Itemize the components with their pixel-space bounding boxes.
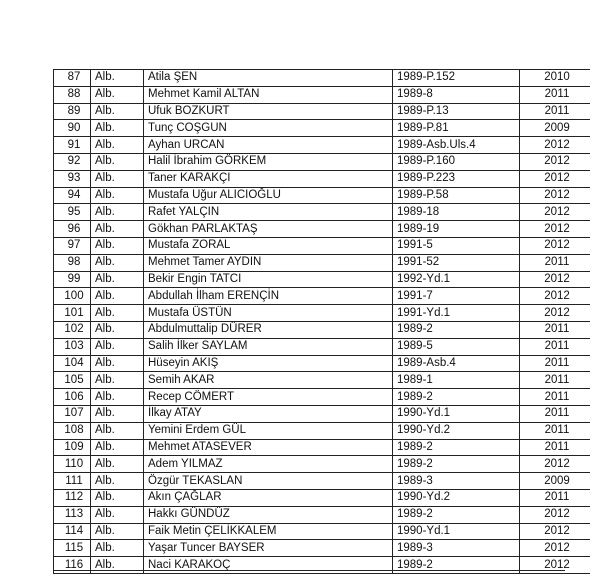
year-cell: 2012 <box>520 288 590 305</box>
year-cell: 2011 <box>520 422 590 439</box>
rank-cell: Alb. <box>91 557 144 574</box>
table-row <box>54 103 590 120</box>
row-number-cell: 116 <box>54 557 91 574</box>
full-name-cell: Abdulmuttalip DÜRER <box>144 321 393 338</box>
table-row <box>54 305 590 322</box>
year-cell: 2012 <box>520 523 590 540</box>
rank-cell: Alb. <box>91 389 144 406</box>
table-row <box>54 120 590 137</box>
full-name-cell: Akın ÇAĞLAR <box>144 489 393 506</box>
table-row <box>54 153 590 170</box>
table-row <box>54 540 590 557</box>
rank-cell: Alb. <box>91 473 144 490</box>
full-name-cell: Mehmet Tamer AYDIN <box>144 254 393 271</box>
row-number-cell: 92 <box>54 153 91 170</box>
year-cell: 2009 <box>520 120 590 137</box>
class-code-cell: 1989-18 <box>393 204 520 221</box>
class-code-cell: 1989-8 <box>393 86 520 103</box>
table-row <box>54 473 590 490</box>
year-cell: 2012 <box>520 271 590 288</box>
full-name-cell: Mehmet ATASEVER <box>144 439 393 456</box>
rank-cell: Alb. <box>91 204 144 221</box>
year-cell: 2011 <box>520 372 590 389</box>
rank-cell: Alb. <box>91 540 144 557</box>
rank-cell: Alb. <box>91 187 144 204</box>
year-cell: 2012 <box>520 153 590 170</box>
year-cell: 2012 <box>520 540 590 557</box>
full-name-cell: Tunç COŞGUN <box>144 120 393 137</box>
row-number-cell: 112 <box>54 489 91 506</box>
full-name-cell: Halil İbrahim GÖRKEM <box>144 153 393 170</box>
row-number-cell: 102 <box>54 321 91 338</box>
full-name-cell: Rafet YALÇIN <box>144 204 393 221</box>
table-row <box>54 288 590 305</box>
class-code-cell: 1989-2 <box>393 439 520 456</box>
year-cell: 2012 <box>520 305 590 322</box>
class-code-cell: 1989-P.152 <box>393 70 520 87</box>
full-name-cell: Hakkı GÜNDÜZ <box>144 506 393 523</box>
row-number-cell: 108 <box>54 422 91 439</box>
table-row <box>54 389 590 406</box>
table-row <box>54 271 590 288</box>
row-number-cell: 109 <box>54 439 91 456</box>
table-row <box>54 355 590 372</box>
table-row <box>54 439 590 456</box>
full-name-cell: Mustafa ZORAL <box>144 237 393 254</box>
row-number-cell: 89 <box>54 103 91 120</box>
full-name-cell: Bekir Engin TATCI <box>144 271 393 288</box>
rank-cell: Alb. <box>91 254 144 271</box>
rank-cell: Alb. <box>91 439 144 456</box>
class-code-cell: 1992-Yd.1 <box>393 271 520 288</box>
personnel-table <box>53 69 590 574</box>
class-code-cell: 1989-3 <box>393 540 520 557</box>
class-code-cell: 1991-52 <box>393 254 520 271</box>
rank-cell: Alb. <box>91 355 144 372</box>
year-cell: 2012 <box>520 506 590 523</box>
year-cell: 2011 <box>520 355 590 372</box>
table-row <box>54 456 590 473</box>
row-number-cell: 103 <box>54 338 91 355</box>
class-code-cell: 1989-P.58 <box>393 187 520 204</box>
class-code-cell: 1989-P.160 <box>393 153 520 170</box>
row-number-cell: 96 <box>54 221 91 238</box>
personnel-table-body <box>54 70 590 574</box>
class-code-cell: 1989-2 <box>393 321 520 338</box>
full-name-cell: Salih İlker SAYLAM <box>144 338 393 355</box>
full-name-cell: Ayhan URCAN <box>144 137 393 154</box>
row-number-cell: 105 <box>54 372 91 389</box>
row-number-cell: 99 <box>54 271 91 288</box>
year-cell: 2012 <box>520 456 590 473</box>
year-cell: 2012 <box>520 187 590 204</box>
row-number-cell: 91 <box>54 137 91 154</box>
class-code-cell: 1989-3 <box>393 473 520 490</box>
rank-cell: Alb. <box>91 103 144 120</box>
year-cell: 2012 <box>520 557 590 574</box>
rank-cell: Alb. <box>91 372 144 389</box>
row-number-cell: 95 <box>54 204 91 221</box>
rank-cell: Alb. <box>91 489 144 506</box>
row-number-cell: 114 <box>54 523 91 540</box>
class-code-cell: 1990-Yd.1 <box>393 523 520 540</box>
row-number-cell: 115 <box>54 540 91 557</box>
class-code-cell: 1991-7 <box>393 288 520 305</box>
full-name-cell: Hüseyin AKIŞ <box>144 355 393 372</box>
full-name-cell: Mehmet Kamil ALTAN <box>144 86 393 103</box>
table-row <box>54 170 590 187</box>
table-row <box>54 405 590 422</box>
year-cell: 2011 <box>520 338 590 355</box>
rank-cell: Alb. <box>91 237 144 254</box>
rank-cell: Alb. <box>91 120 144 137</box>
full-name-cell: Naci KARAKOÇ <box>144 557 393 574</box>
year-cell: 2012 <box>520 221 590 238</box>
row-number-cell: 107 <box>54 405 91 422</box>
row-number-cell: 97 <box>54 237 91 254</box>
full-name-cell: Taner KARAKÇI <box>144 170 393 187</box>
rank-cell: Alb. <box>91 288 144 305</box>
row-number-cell: 88 <box>54 86 91 103</box>
rank-cell: Alb. <box>91 86 144 103</box>
class-code-cell: 1989-1 <box>393 372 520 389</box>
row-number-cell: 90 <box>54 120 91 137</box>
class-code-cell: 1989-Asb.Uls.4 <box>393 137 520 154</box>
year-cell: 2011 <box>520 489 590 506</box>
class-code-cell: 1989-2 <box>393 389 520 406</box>
class-code-cell: 1990-Yd.1 <box>393 405 520 422</box>
row-number-cell: 111 <box>54 473 91 490</box>
table-row <box>54 187 590 204</box>
full-name-cell: Faik Metin ÇELİKKALEM <box>144 523 393 540</box>
class-code-cell: 1989-2 <box>393 456 520 473</box>
document-page <box>53 69 565 574</box>
row-number-cell: 106 <box>54 389 91 406</box>
rank-cell: Alb. <box>91 271 144 288</box>
full-name-cell: Yaşar Tuncer BAYSER <box>144 540 393 557</box>
rank-cell: Alb. <box>91 221 144 238</box>
table-row <box>54 137 590 154</box>
class-code-cell: 1989-P.223 <box>393 170 520 187</box>
full-name-cell: Abdullah İlham ERENÇİN <box>144 288 393 305</box>
table-row <box>54 237 590 254</box>
class-code-cell: 1989-2 <box>393 506 520 523</box>
table-row <box>54 86 590 103</box>
row-number-cell: 110 <box>54 456 91 473</box>
full-name-cell: Recep CÖMERT <box>144 389 393 406</box>
full-name-cell: Özgür TEKASLAN <box>144 473 393 490</box>
full-name-cell: Mustafa Uğur ALICIOĞLU <box>144 187 393 204</box>
year-cell: 2011 <box>520 254 590 271</box>
rank-cell: Alb. <box>91 321 144 338</box>
class-code-cell: 1989-19 <box>393 221 520 238</box>
year-cell: 2010 <box>520 70 590 87</box>
class-code-cell: 1990-Yd.2 <box>393 489 520 506</box>
full-name-cell: Yemini Erdem GÜL <box>144 422 393 439</box>
table-cut-off-row <box>53 570 565 579</box>
row-number-cell: 101 <box>54 305 91 322</box>
class-code-cell: 1989-Asb.4 <box>393 355 520 372</box>
table-row <box>54 254 590 271</box>
table-row <box>54 221 590 238</box>
full-name-cell: Adem YILMAZ <box>144 456 393 473</box>
rank-cell: Alb. <box>91 506 144 523</box>
year-cell: 2012 <box>520 237 590 254</box>
year-cell: 2011 <box>520 103 590 120</box>
full-name-cell: Ufuk BOZKURT <box>144 103 393 120</box>
rank-cell: Alb. <box>91 338 144 355</box>
rank-cell: Alb. <box>91 137 144 154</box>
row-number-cell: 104 <box>54 355 91 372</box>
rank-cell: Alb. <box>91 170 144 187</box>
year-cell: 2011 <box>520 389 590 406</box>
year-cell: 2012 <box>520 204 590 221</box>
table-row <box>54 489 590 506</box>
class-code-cell: 1991-5 <box>393 237 520 254</box>
table-row <box>54 204 590 221</box>
rank-cell: Alb. <box>91 305 144 322</box>
table-row <box>54 70 590 87</box>
year-cell: 2011 <box>520 439 590 456</box>
class-code-cell: 1989-P.13 <box>393 103 520 120</box>
table-row <box>54 338 590 355</box>
class-code-cell: 1989-5 <box>393 338 520 355</box>
row-number-cell: 113 <box>54 506 91 523</box>
class-code-cell: 1991-Yd.1 <box>393 305 520 322</box>
full-name-cell: Semih AKAR <box>144 372 393 389</box>
year-cell: 2012 <box>520 137 590 154</box>
table-row <box>54 506 590 523</box>
rank-cell: Alb. <box>91 153 144 170</box>
year-cell: 2011 <box>520 405 590 422</box>
rank-cell: Alb. <box>91 405 144 422</box>
table-row <box>54 372 590 389</box>
full-name-cell: Gökhan PARLAKTAŞ <box>144 221 393 238</box>
row-number-cell: 100 <box>54 288 91 305</box>
row-number-cell: 98 <box>54 254 91 271</box>
row-number-cell: 94 <box>54 187 91 204</box>
class-code-cell: 1989-P.81 <box>393 120 520 137</box>
full-name-cell: İlkay ATAY <box>144 405 393 422</box>
class-code-cell: 1990-Yd.2 <box>393 422 520 439</box>
table-row <box>54 321 590 338</box>
year-cell: 2012 <box>520 170 590 187</box>
year-cell: 2009 <box>520 473 590 490</box>
table-row <box>54 422 590 439</box>
rank-cell: Alb. <box>91 456 144 473</box>
full-name-cell: Mustafa ÜSTÜN <box>144 305 393 322</box>
row-number-cell: 93 <box>54 170 91 187</box>
full-name-cell: Atila ŞEN <box>144 70 393 87</box>
class-code-cell: 1989-2 <box>393 557 520 574</box>
rank-cell: Alb. <box>91 523 144 540</box>
year-cell: 2011 <box>520 86 590 103</box>
year-cell: 2011 <box>520 321 590 338</box>
row-number-cell: 87 <box>54 70 91 87</box>
rank-cell: Alb. <box>91 70 144 87</box>
table-row <box>54 523 590 540</box>
rank-cell: Alb. <box>91 422 144 439</box>
